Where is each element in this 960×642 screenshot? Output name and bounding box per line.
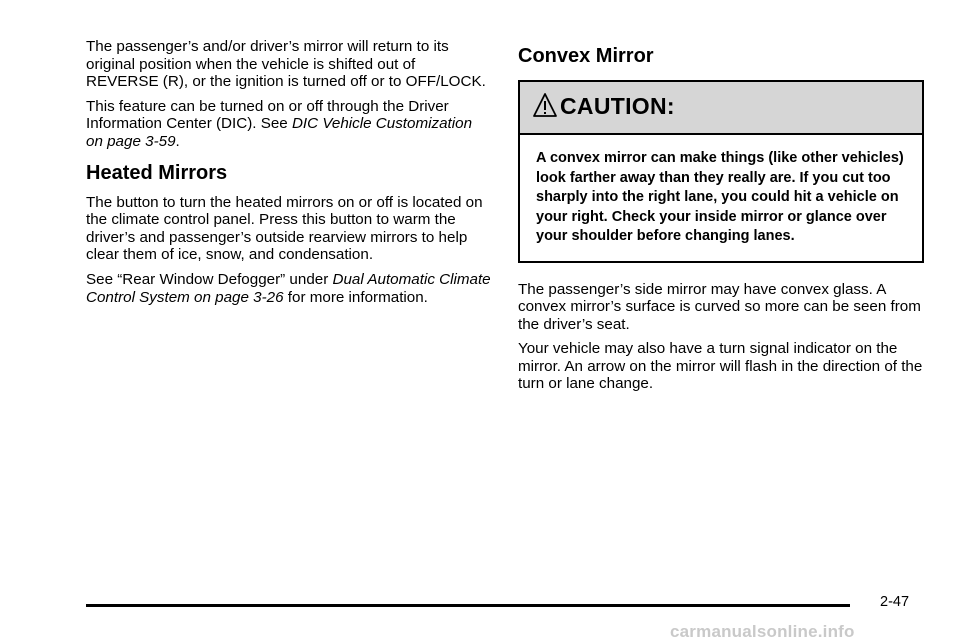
footer-rule	[86, 604, 850, 607]
caution-text: A convex mirror can make things (like other vehicles) look farther away than they really are. If you cut too sharply into the right lane, you could hit a vehicle on your right. Check your inside mirror or glance over your shoulder before changing lanes.	[536, 150, 904, 244]
paragraph-turn-signal: Your vehicle may also have a turn signal indicator on the mirror. An arrow on the mirror will flash in the direction of the turn or lane change.	[518, 340, 923, 393]
right-column	[518, 44, 924, 400]
caution-box	[518, 80, 924, 263]
caution-triangle-icon	[532, 91, 558, 121]
paragraph-convex-glass: The passenger’s side mirror may have convex glass. A convex mirror’s surface is curved so more can be seen from the driver’s seat.	[518, 280, 921, 333]
page-number: 2-47	[880, 594, 910, 610]
dic-reference-link[interactable]: DIC Vehicle Customization on page 3-59	[86, 115, 473, 150]
caution-title: CAUTION:	[560, 92, 675, 119]
paragraph-defogger-text: See “Rear Window Defogger” under	[86, 270, 333, 288]
paragraph-heated-mirrors: The button to turn the heated mirrors on or off is located on the climate control panel. Press this button to warm the driver’s and passenger’s outside rearview mirrors to help clear them of ice, snow, and condensation.	[86, 193, 483, 264]
left-column	[86, 38, 492, 313]
paragraph-defogger-end: for more information.	[283, 288, 428, 306]
paragraph-dic-feature	[86, 98, 492, 151]
paragraph-dic-text: This feature can be turned on or off through the Driver Information Center (DIC). See	[86, 97, 449, 133]
climate-control-reference-link[interactable]: Dual Automatic Climate Control System on page 3-26	[86, 270, 491, 306]
paragraph-mirror-return: The passenger’s and/or driver’s mirror will return to its original position when the vehicle is shifted out of REVERSE (R), or the ignition is turned off or to OFF/LOCK.	[86, 38, 486, 91]
watermark: carmanualsonline.info	[670, 622, 855, 641]
heading-heated-mirrors: Heated Mirrors	[86, 161, 228, 184]
paragraph-dic-end: .	[175, 132, 180, 150]
caution-header	[520, 82, 922, 135]
heading-convex-mirror: Convex Mirror	[518, 45, 654, 67]
paragraph-defogger-reference	[86, 271, 492, 306]
